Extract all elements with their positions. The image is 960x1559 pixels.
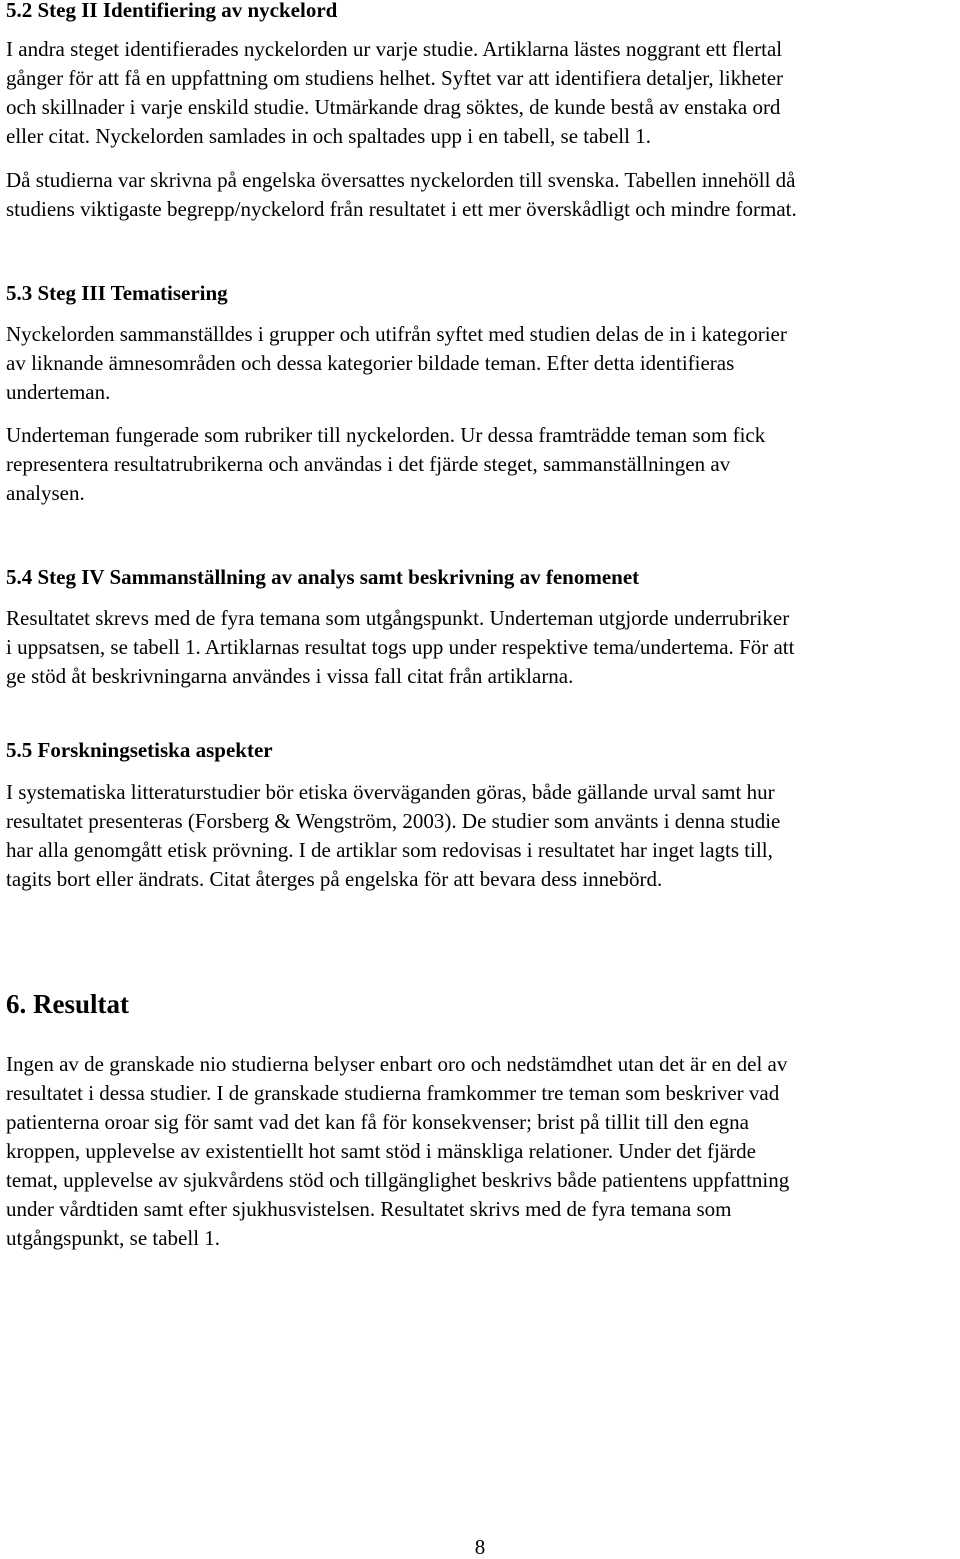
paragraph-5-2-2	[6, 166, 954, 224]
paragraph-5-3-2	[6, 421, 954, 508]
text-line: och skillnader i varje enskild studie. Utmärkande drag söktes, de kunde bestå av enstaka ord	[6, 95, 781, 119]
paragraph-5-5-1	[6, 778, 954, 894]
text-line: av liknande ämnesområden och dessa kategorier bildade teman. Efter detta identifieras	[6, 351, 735, 375]
text-line: tagits bort eller ändrats. Citat återges på engelska för att bevara dess innebörd.	[6, 867, 663, 891]
text-line: studiens viktigaste begrepp/nyckelord från resultatet i ett mer överskådligt och mindre format.	[6, 197, 797, 221]
paragraph-5-3-1	[6, 320, 954, 407]
chapter-heading-resultat: 6. Resultat	[6, 989, 129, 1019]
section-heading-5-4: 5.4 Steg IV Sammanställning av analys samt beskrivning av fenomenet	[6, 565, 640, 589]
text-line: utgångspunkt, se tabell 1.	[6, 1226, 221, 1250]
text-line: resultatet i dessa studier. I de granskade studierna framkommer tre teman som beskriver vad	[6, 1081, 780, 1105]
text-line: i uppsatsen, se tabell 1. Artiklarnas resultat togs upp under respektive tema/undertema. För att	[6, 635, 795, 659]
text-line: Resultatet skrevs med de fyra temana som utgångspunkt. Underteman utgjorde underrubriker	[6, 606, 790, 630]
paragraph-5-4-1	[6, 604, 954, 691]
text-line: Underteman fungerade som rubriker till nyckelorden. Ur dessa framträdde teman som fick	[6, 423, 766, 447]
section-heading-5-3: 5.3 Steg III Tematisering	[6, 281, 228, 305]
text-line: resultatet presenteras (Forsberg & Wengström, 2003). De studier som använts i denna studie	[6, 809, 781, 833]
text-line: underteman.	[6, 380, 111, 404]
text-line: har alla genomgått etisk prövning. I de artiklar som redovisas i resultatet har inget lagts till,	[6, 838, 773, 862]
page-number: 8	[474, 1535, 486, 1559]
text-line: ge stöd åt beskrivningarna användes i vissa fall citat från artiklarna.	[6, 664, 574, 688]
section-heading-5-5: 5.5 Forskningsetiska aspekter	[6, 738, 273, 762]
text-line: temat, upplevelse av sjukvårdens stöd och tillgänglighet beskrivs både patientens uppfattning	[6, 1168, 790, 1192]
text-line: I systematiska litteraturstudier bör etiska överväganden göras, både gällande urval samt hur	[6, 780, 775, 804]
text-line: kroppen, upplevelse av existentiellt hot samt stöd i mänskliga relationer. Under det fjärde	[6, 1139, 756, 1163]
text-line: eller citat. Nyckelorden samlades in och spaltades upp i en tabell, se tabell 1.	[6, 124, 651, 148]
text-line: analysen.	[6, 481, 85, 505]
text-line: patienterna oroar sig för samt vad det kan få för konsekvenser; brist på tillit till den egna	[6, 1110, 749, 1134]
paragraph-6-1	[6, 1050, 954, 1253]
section-heading-5-2: 5.2 Steg II Identifiering av nyckelord	[6, 0, 338, 22]
text-line: representera resultatrubrikerna och användas i det fjärde steget, sammanställningen av	[6, 452, 731, 476]
text-line: I andra steget identifierades nyckelorden ur varje studie. Artiklarna lästes noggrant ett flertal	[6, 37, 783, 61]
text-line: Ingen av de granskade nio studierna belyser enbart oro och nedstämdhet utan det är en del av	[6, 1052, 788, 1076]
text-line: Då studierna var skrivna på engelska översattes nyckelorden till svenska. Tabellen innehöll då	[6, 168, 796, 192]
text-line: gånger för att få en uppfattning om studiens helhet. Syftet var att identifiera detaljer, likheter	[6, 66, 784, 90]
text-line: Nyckelorden sammanställdes i grupper och utifrån syftet med studien delas de in i kategorier	[6, 322, 787, 346]
text-line: under vårdtiden samt efter sjukhusvistelsen. Resultatet skrivs med de fyra temana som	[6, 1197, 732, 1221]
paragraph-5-2-1	[6, 35, 954, 151]
